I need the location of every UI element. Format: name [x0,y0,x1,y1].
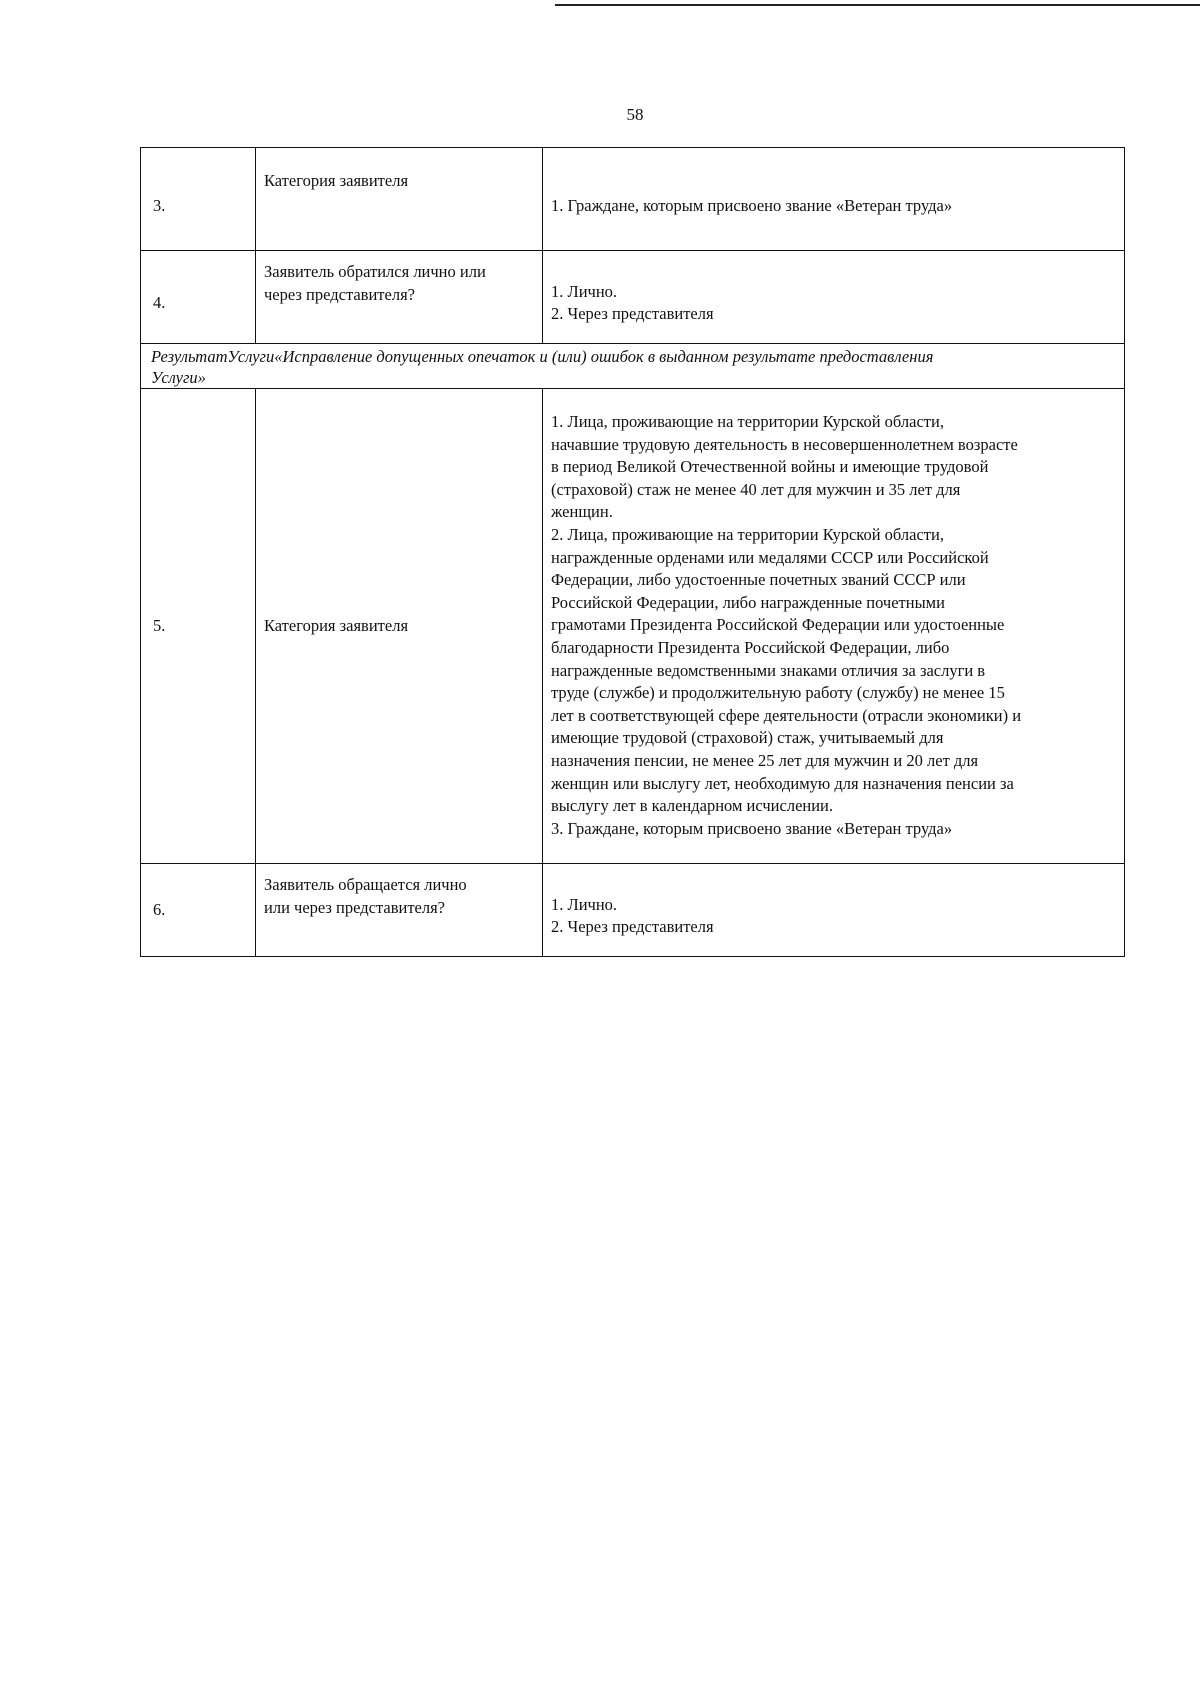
criterion-value-line: женщин или выслугу лет, необходимую для назначения пенсии за [551,773,1014,793]
section-heading-line: РезультатУслуги«Исправление допущенных опечаток и (или) ошибок в выданном результате предоставления [151,346,934,366]
criterion-value-line: благодарности Президента Российской Федерации, либо [551,637,950,657]
row-number: 4. [141,251,256,344]
criterion-value-line: выслугу лет в календарном исчислении. [551,796,834,816]
criterion-value-line: женщин. [551,502,613,522]
criterion-label-line: Заявитель обращается лично [264,875,467,894]
criterion-value-line: 2. Лица, проживающие на территории Курской области, [551,524,944,544]
table-row-3 [141,148,1125,251]
criterion-value-line: 1. Лица, проживающие на территории Курской области, [551,412,944,431]
criterion-label [256,864,543,957]
criterion-label-line: или через представителя? [264,897,446,917]
criterion-label-line: через представителя? [264,284,415,304]
criterion-value [543,251,1125,344]
criterion-label [256,148,543,251]
criterion-value-line: (страховой) стаж не менее 40 лет для мужчин и 35 лет для [551,479,961,499]
criterion-label [256,389,543,864]
table-row-4 [141,251,1125,344]
criterion-value [543,389,1125,864]
criterion-value-line: грамотами Президента Российской Федерации или удостоенные [551,615,1005,635]
section-heading-line: Услуги» [151,367,206,387]
criterion-value-line: награжденные ведомственными знаками отличия за заслуги в [551,660,986,680]
row-number: 3. [141,148,256,251]
criterion-value-line: начавшие трудовую деятельность в несовершеннолетнем возрасте [551,434,1018,454]
criterion-value-line: назначения пенсии, не менее 25 лет для мужчин и 20 лет для [551,750,979,770]
criterion-value-line: Федерации, либо удостоенные почетных званий СССР или [551,570,966,590]
criterion-label [256,251,543,344]
criterion-label-line: Заявитель обратился лично или [264,262,486,281]
criterion-value [543,148,1125,251]
criterion-value-line: 1. Лично. [551,281,618,301]
table-row-6 [141,864,1125,957]
top-edge-rule [555,4,1200,6]
criterion-value-line: Российской Федерации, либо награжденные почетными [551,592,945,612]
criterion-value-line: 2. Через представителя [551,304,714,323]
criterion-value [543,864,1125,957]
criterion-value-line: имеющие трудовой (страховой) стаж, учитываемый для [551,728,944,748]
criterion-value-line: 1. Лично. [551,894,618,914]
criterion-label-line: Категория заявителя [264,171,409,190]
row-number: 5. [141,389,256,864]
criterion-value-line: лет в соответствующей сфере деятельности (отрасли экономики) и [551,705,1022,725]
criterion-value-line: 2. Через представителя [551,917,714,936]
criterion-value-line: в период Великой Отечественной войны и имеющие трудовой [551,457,989,477]
criterion-value-line: труде (службе) и продолжительную работу (службу) не менее 15 [551,683,1005,703]
criterion-value-line: награжденные орденами или медалями СССР или Российской [551,547,989,567]
table-section-row [141,344,1125,389]
row-number: 6. [141,864,256,957]
criterion-value-line: 1. Граждане, которым присвоено звание «Ветеран труда» [551,195,953,215]
table-row-5 [141,389,1125,864]
applicant-criteria-table [140,147,1125,957]
criterion-label-line: Категория заявителя [264,615,409,635]
section-heading [141,344,1125,389]
page-number: 58 [626,105,644,124]
criterion-value-line: 3. Граждане, которым присвоено звание «Ветеран труда» [551,818,953,838]
